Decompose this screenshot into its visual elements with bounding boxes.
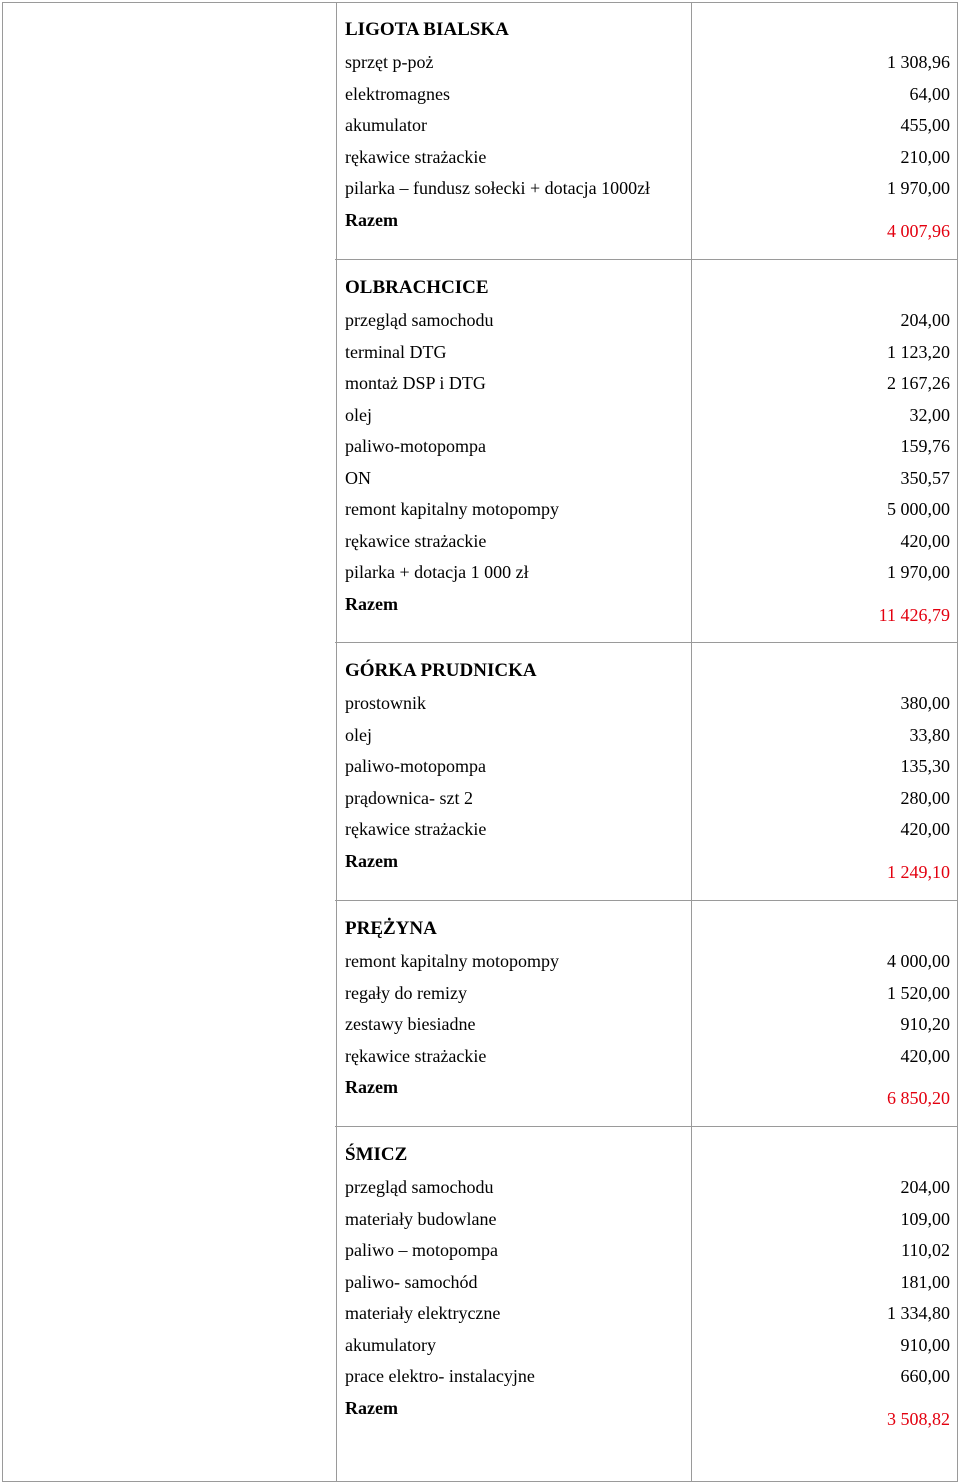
item-label: rękawice strażackie xyxy=(345,530,487,551)
item-label: materiały budowlane xyxy=(345,1208,497,1229)
section-title: ŚMICZ xyxy=(345,1144,408,1165)
table-row xyxy=(335,145,958,169)
total-label: Razem xyxy=(345,209,398,230)
item-label: regały do remizy xyxy=(345,982,467,1003)
item-label: przegląd samochodu xyxy=(345,1177,494,1197)
item-label: prądownica- szt 2 xyxy=(345,787,473,808)
table-row xyxy=(335,1012,958,1036)
item-amount: 910,20 xyxy=(900,1014,950,1034)
item-amount: 210,00 xyxy=(900,146,950,167)
table-row xyxy=(335,560,958,584)
table-row xyxy=(335,1207,958,1231)
item-amount: 159,76 xyxy=(900,436,950,456)
section-title: OLBRACHCICE xyxy=(345,277,489,298)
total-label: Razem xyxy=(345,850,398,871)
item-amount: 1 308,96 xyxy=(887,52,950,72)
item-amount: 109,00 xyxy=(900,1208,950,1229)
item-amount: 910,00 xyxy=(900,1334,950,1355)
item-label: paliwo- samochód xyxy=(345,1271,478,1292)
item-amount: 2 167,26 xyxy=(887,373,950,393)
section-title: PRĘŻYNA xyxy=(345,918,437,939)
section-title: LIGOTA BIALSKA xyxy=(345,19,509,40)
table-row xyxy=(335,1238,958,1262)
section-5 xyxy=(335,1127,958,1482)
item-label: remont kapitalny motopompy xyxy=(345,499,559,519)
table-row xyxy=(335,434,958,458)
item-label: olej xyxy=(345,724,372,745)
total-row xyxy=(335,1075,958,1108)
item-amount: 380,00 xyxy=(900,693,950,713)
item-label: ON xyxy=(345,467,371,488)
item-label: materiały elektryczne xyxy=(345,1303,501,1323)
table-row xyxy=(335,981,958,1005)
item-amount: 420,00 xyxy=(900,1045,950,1066)
item-amount: 1 334,80 xyxy=(887,1303,950,1323)
item-label: olej xyxy=(345,404,372,425)
item-amount: 33,80 xyxy=(909,724,950,745)
item-amount: 32,00 xyxy=(909,404,950,425)
item-amount: 455,00 xyxy=(900,115,950,135)
table-row xyxy=(335,1270,958,1294)
table-row xyxy=(335,691,958,715)
table-row xyxy=(335,403,958,427)
item-label: rękawice strażackie xyxy=(345,819,487,839)
item-label: paliwo-motopompa xyxy=(345,756,486,776)
total-amount: 6 850,20 xyxy=(887,1088,950,1108)
table-row xyxy=(335,949,958,973)
item-amount: 420,00 xyxy=(900,530,950,551)
table-row xyxy=(335,529,958,553)
table-row xyxy=(335,817,958,841)
item-amount: 181,00 xyxy=(900,1271,950,1292)
item-label: przegląd samochodu xyxy=(345,310,494,330)
total-label: Razem xyxy=(345,1397,398,1418)
table-row xyxy=(335,176,958,200)
item-amount: 204,00 xyxy=(900,310,950,330)
table-row xyxy=(335,754,958,778)
item-label: rękawice strażackie xyxy=(345,1045,487,1066)
table-row xyxy=(335,1175,958,1199)
item-amount: 204,00 xyxy=(900,1177,950,1197)
total-row xyxy=(335,849,958,882)
table-row xyxy=(335,1301,958,1325)
item-label: terminal DTG xyxy=(345,341,447,362)
table-row xyxy=(335,82,958,106)
item-amount: 1 123,20 xyxy=(887,341,950,362)
item-label: paliwo-motopompa xyxy=(345,436,486,456)
section-3 xyxy=(335,643,958,901)
table-row xyxy=(335,1044,958,1068)
total-row xyxy=(335,208,958,241)
item-amount: 1 970,00 xyxy=(887,562,950,582)
item-label: rękawice strażackie xyxy=(345,146,487,167)
item-label: pilarka + dotacja 1 000 zł xyxy=(345,562,529,582)
table-row xyxy=(335,1364,958,1388)
section-1 xyxy=(335,2,958,260)
item-amount: 110,02 xyxy=(901,1240,950,1260)
item-label: sprzęt p-poż xyxy=(345,52,434,72)
item-amount: 1 520,00 xyxy=(887,982,950,1003)
table-row xyxy=(335,371,958,395)
table-row xyxy=(335,340,958,364)
table-row xyxy=(335,50,958,74)
item-amount: 420,00 xyxy=(900,819,950,839)
table-row xyxy=(335,723,958,747)
section-title: GÓRKA PRUDNICKA xyxy=(345,660,537,681)
section-4 xyxy=(335,901,958,1127)
item-amount: 350,57 xyxy=(900,467,950,488)
table-row xyxy=(335,308,958,332)
total-label: Razem xyxy=(345,593,398,614)
item-label: paliwo – motopompa xyxy=(345,1240,498,1260)
item-amount: 280,00 xyxy=(900,787,950,808)
table-row xyxy=(335,786,958,810)
item-label: akumulatory xyxy=(345,1334,436,1355)
item-amount: 64,00 xyxy=(909,83,950,104)
total-amount: 3 508,82 xyxy=(887,1408,950,1429)
item-label: prace elektro- instalacyjne xyxy=(345,1366,535,1386)
item-label: zestawy biesiadne xyxy=(345,1014,476,1034)
table-row xyxy=(335,113,958,137)
item-label: remont kapitalny motopompy xyxy=(345,951,559,971)
item-label: akumulator xyxy=(345,115,427,135)
section-2 xyxy=(335,260,958,643)
item-label: montaż DSP i DTG xyxy=(345,373,486,393)
total-row xyxy=(335,1396,958,1429)
table-row xyxy=(335,1333,958,1357)
total-amount: 11 426,79 xyxy=(878,604,950,625)
item-amount: 4 000,00 xyxy=(887,951,950,971)
item-amount: 1 970,00 xyxy=(887,178,950,198)
total-label: Razem xyxy=(345,1077,398,1097)
item-amount: 135,30 xyxy=(900,756,950,776)
item-amount: 660,00 xyxy=(900,1366,950,1386)
total-row xyxy=(335,592,958,625)
table-row xyxy=(335,497,958,521)
item-label: prostownik xyxy=(345,693,426,713)
item-label: elektromagnes xyxy=(345,83,450,104)
item-label: pilarka – fundusz sołecki + dotacja 1000zł xyxy=(345,178,651,198)
total-amount: 1 249,10 xyxy=(887,861,950,882)
item-amount: 5 000,00 xyxy=(887,499,950,519)
total-amount: 4 007,96 xyxy=(887,220,950,241)
table-row xyxy=(335,466,958,490)
